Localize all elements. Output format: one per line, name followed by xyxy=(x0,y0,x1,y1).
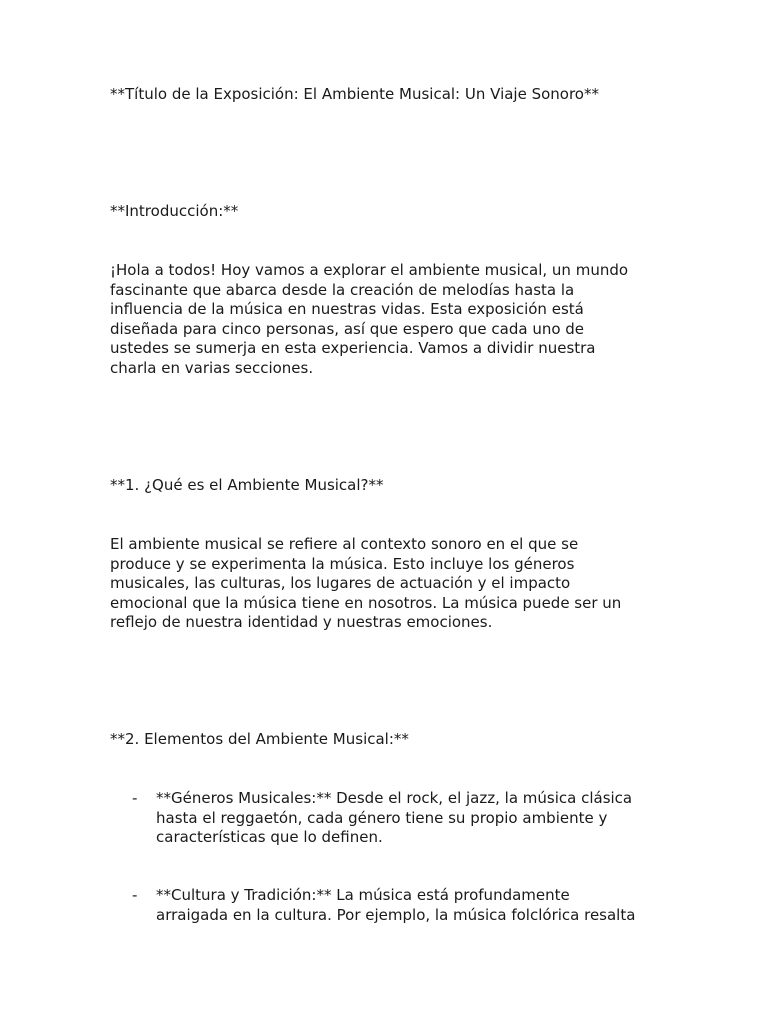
paragraph-line: reflejo de nuestra identidad y nuestras emociones. xyxy=(110,613,493,632)
paragraph-line: diseñada para cinco personas, así que espero que cada uno de xyxy=(110,319,585,338)
paragraph-line: ustedes se sumerja en esta experiencia. Vamos a dividir nuestra xyxy=(110,339,596,358)
paragraph-line: charla en varias secciones. xyxy=(110,358,314,377)
paragraph-line: produce y se experimenta la música. Esto incluye los géneros xyxy=(110,554,575,573)
bullet-item xyxy=(156,789,632,848)
bullet-line: hasta el reggaetón, cada género tiene su propio ambiente y xyxy=(156,808,608,827)
paragraph-line: fascinante que abarca desde la creación de melodías hasta la xyxy=(110,280,575,299)
section1-heading: **1. ¿Qué es el Ambiente Musical?** xyxy=(110,476,384,494)
paragraph-line: emocional que la música tiene en nosotros. La música puede ser un xyxy=(110,593,622,612)
paragraph-line: El ambiente musical se refiere al contexto sonoro en el que se xyxy=(110,535,579,553)
paragraph-line: influencia de la música en nuestras vidas. Esta exposición está xyxy=(110,300,584,319)
bullet-line: **Cultura y Tradición:** La música está profundamente xyxy=(156,886,570,904)
paragraph-line: musicales, las culturas, los lugares de actuación y el impacto xyxy=(110,574,571,593)
intro-paragraph xyxy=(110,261,628,379)
document-title: **Título de la Exposición: El Ambiente Musical: Un Viaje Sonoro** xyxy=(110,85,599,103)
bullet-line: arraigada en la cultura. Por ejemplo, la música folclórica resalta xyxy=(156,905,636,924)
intro-heading: **Introducción:** xyxy=(110,202,239,220)
bullet-item xyxy=(156,886,635,925)
bullet-marker: - xyxy=(132,789,138,807)
bullet-line: **Géneros Musicales:** Desde el rock, el jazz, la música clásica xyxy=(156,789,633,807)
bullet-line: características que lo definen. xyxy=(156,828,383,847)
section2-heading: **2. Elementos del Ambiente Musical:** xyxy=(110,730,409,748)
bullet-marker: - xyxy=(132,886,138,904)
paragraph-line: ¡Hola a todos! Hoy vamos a explorar el ambiente musical, un mundo xyxy=(110,261,629,279)
section1-paragraph xyxy=(110,535,621,633)
